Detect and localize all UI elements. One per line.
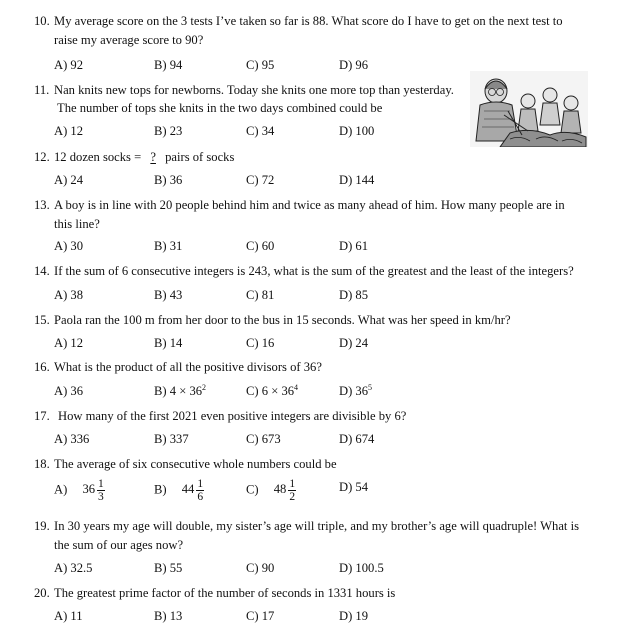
- question-14-option-c[interactable]: C) 81: [246, 288, 275, 302]
- question-10-option-c[interactable]: C) 95: [246, 58, 275, 72]
- question-11-option-d[interactable]: D) 100: [339, 124, 375, 138]
- question-16-number: 16.: [34, 360, 50, 374]
- question-16-option-a[interactable]: A) 36: [54, 384, 84, 398]
- question-20-text-line1: The greatest prime factor of the number of seconds in 1331 hours is: [54, 586, 396, 600]
- question-19-text-line2: the sum of our ages now?: [54, 538, 184, 552]
- question-17-option-d[interactable]: D) 674: [339, 432, 375, 446]
- question-16-option-b-exponent: 2: [202, 383, 207, 392]
- knitting-grandma-illustration: [470, 71, 588, 147]
- question-12-blank: ?: [150, 150, 156, 164]
- question-18-option-a-whole: 36: [82, 482, 96, 497]
- question-14-option-d[interactable]: D) 85: [339, 288, 369, 302]
- question-20-option-b[interactable]: B) 13: [154, 609, 183, 623]
- question-16-option-c-base: C) 6 × 36: [246, 384, 295, 398]
- question-12-option-b[interactable]: B) 36: [154, 173, 183, 187]
- question-19-text-line1: In 30 years my age will double, my sister’s age will triple, and my brother’s age will quadruple! What is: [54, 519, 579, 533]
- question-13-text-line1: A boy is in line with 20 people behind him and twice as many ahead of him. How many people are in: [54, 198, 565, 212]
- question-16-option-b-base: B) 4 × 36: [154, 384, 203, 398]
- question-10-option-a[interactable]: A) 92: [54, 58, 84, 72]
- question-18-option-b[interactable]: [154, 478, 204, 503]
- question-11-number: 11.: [34, 83, 50, 97]
- question-13-option-c[interactable]: C) 60: [246, 239, 275, 253]
- question-11-option-a[interactable]: A) 12: [54, 124, 84, 138]
- question-18-text-line1: The average of six consecutive whole numbers could be: [54, 457, 337, 471]
- question-19-number: 19.: [34, 519, 50, 533]
- question-18-option-c[interactable]: [246, 478, 296, 503]
- question-12-option-c[interactable]: C) 72: [246, 173, 275, 187]
- question-19-option-c[interactable]: C) 90: [246, 561, 275, 575]
- question-11-text-line1: Nan knits new tops for newborns. Today she knits one more top than yesterday.: [54, 83, 454, 97]
- question-10-option-b[interactable]: B) 94: [154, 58, 183, 72]
- question-20-option-a[interactable]: A) 11: [54, 609, 83, 623]
- question-16-option-d-base: D) 36: [339, 384, 369, 398]
- question-16-option-d-exponent: 5: [368, 383, 373, 392]
- fraction-numerator: 1: [98, 478, 104, 490]
- question-15-option-d[interactable]: D) 24: [339, 336, 369, 350]
- question-12-option-d[interactable]: D) 144: [339, 173, 375, 187]
- question-18-option-b-fraction: [196, 478, 204, 503]
- question-18-number: 18.: [34, 457, 50, 471]
- question-15-text-line1: Paola ran the 100 m from her door to the bus in 15 seconds. What was her speed in km/hr?: [54, 313, 511, 327]
- question-19-option-d[interactable]: D) 100.5: [339, 561, 384, 575]
- question-14-option-a[interactable]: A) 38: [54, 288, 84, 302]
- question-16-option-d[interactable]: [339, 384, 372, 399]
- question-18-option-a-fraction: [97, 478, 105, 503]
- fraction-numerator: 1: [197, 478, 204, 490]
- question-15-number: 15.: [34, 313, 50, 327]
- question-18-option-c-whole: 48: [273, 482, 287, 497]
- question-20-option-c[interactable]: C) 17: [246, 609, 275, 623]
- fraction-denominator: 6: [197, 491, 204, 503]
- question-18-option-b-letter: B): [154, 482, 167, 497]
- question-12-option-a[interactable]: A) 24: [54, 173, 84, 187]
- fraction-denominator: 2: [289, 491, 296, 503]
- question-19-option-a[interactable]: A) 32.5: [54, 561, 93, 575]
- question-16-option-c-exponent: 4: [294, 383, 299, 392]
- fraction-numerator: 1: [289, 478, 296, 490]
- question-18-option-d[interactable]: D) 54: [339, 480, 369, 494]
- fraction-denominator: 3: [98, 491, 104, 503]
- question-10-option-d[interactable]: D) 96: [339, 58, 369, 72]
- question-14-option-b[interactable]: B) 43: [154, 288, 183, 302]
- question-10-text-line1: My average score on the 3 tests I’ve taken so far is 88. What score do I have to get on the next test to: [54, 14, 563, 28]
- question-18-option-c-letter: C): [246, 482, 259, 497]
- question-16-text-line1: What is the product of all the positive divisors of 36?: [54, 360, 322, 374]
- question-11-text-line2: The number of tops she knits in the two days combined could be: [57, 101, 383, 115]
- question-20-number: 20.: [34, 586, 50, 600]
- question-15-option-a[interactable]: A) 12: [54, 336, 84, 350]
- question-18-option-c-fraction: [288, 478, 296, 503]
- question-10-text-line2: raise my average score to 90?: [54, 33, 204, 47]
- question-12-text-pre: 12 dozen socks =: [54, 150, 142, 164]
- question-12-text-line1: [54, 150, 234, 165]
- question-17-option-a[interactable]: A) 336: [54, 432, 90, 446]
- question-12-number: 12.: [34, 150, 50, 164]
- question-20-option-d[interactable]: D) 19: [339, 609, 369, 623]
- question-12-text-post: pairs of socks: [165, 150, 235, 164]
- question-13-option-b[interactable]: B) 31: [154, 239, 183, 253]
- question-10-number: 10.: [34, 14, 50, 28]
- question-17-number: 17.: [34, 409, 50, 423]
- question-14-number: 14.: [34, 264, 50, 278]
- question-18-option-a-letter: A): [54, 482, 68, 497]
- question-11-option-b[interactable]: B) 23: [154, 124, 183, 138]
- question-19-option-b[interactable]: B) 55: [154, 561, 183, 575]
- question-13-option-a[interactable]: A) 30: [54, 239, 84, 253]
- question-17-option-c[interactable]: C) 673: [246, 432, 281, 446]
- question-15-option-b[interactable]: B) 14: [154, 336, 183, 350]
- question-16-option-c[interactable]: [246, 384, 298, 399]
- question-13-option-d[interactable]: D) 61: [339, 239, 369, 253]
- question-13-number: 13.: [34, 198, 50, 212]
- question-13-text-line2: this line?: [54, 217, 100, 231]
- question-15-option-c[interactable]: C) 16: [246, 336, 275, 350]
- question-17-text-line1: How many of the first 2021 even positive integers are divisible by 6?: [58, 409, 407, 423]
- question-18-option-a[interactable]: [54, 478, 105, 503]
- question-17-option-b[interactable]: B) 337: [154, 432, 189, 446]
- question-16-option-b[interactable]: [154, 384, 206, 399]
- question-18-option-b-whole: 44: [181, 482, 195, 497]
- question-11-option-c[interactable]: C) 34: [246, 124, 275, 138]
- question-14-text-line1: If the sum of 6 consecutive integers is 243, what is the sum of the greatest and the least of the integers?: [54, 264, 574, 278]
